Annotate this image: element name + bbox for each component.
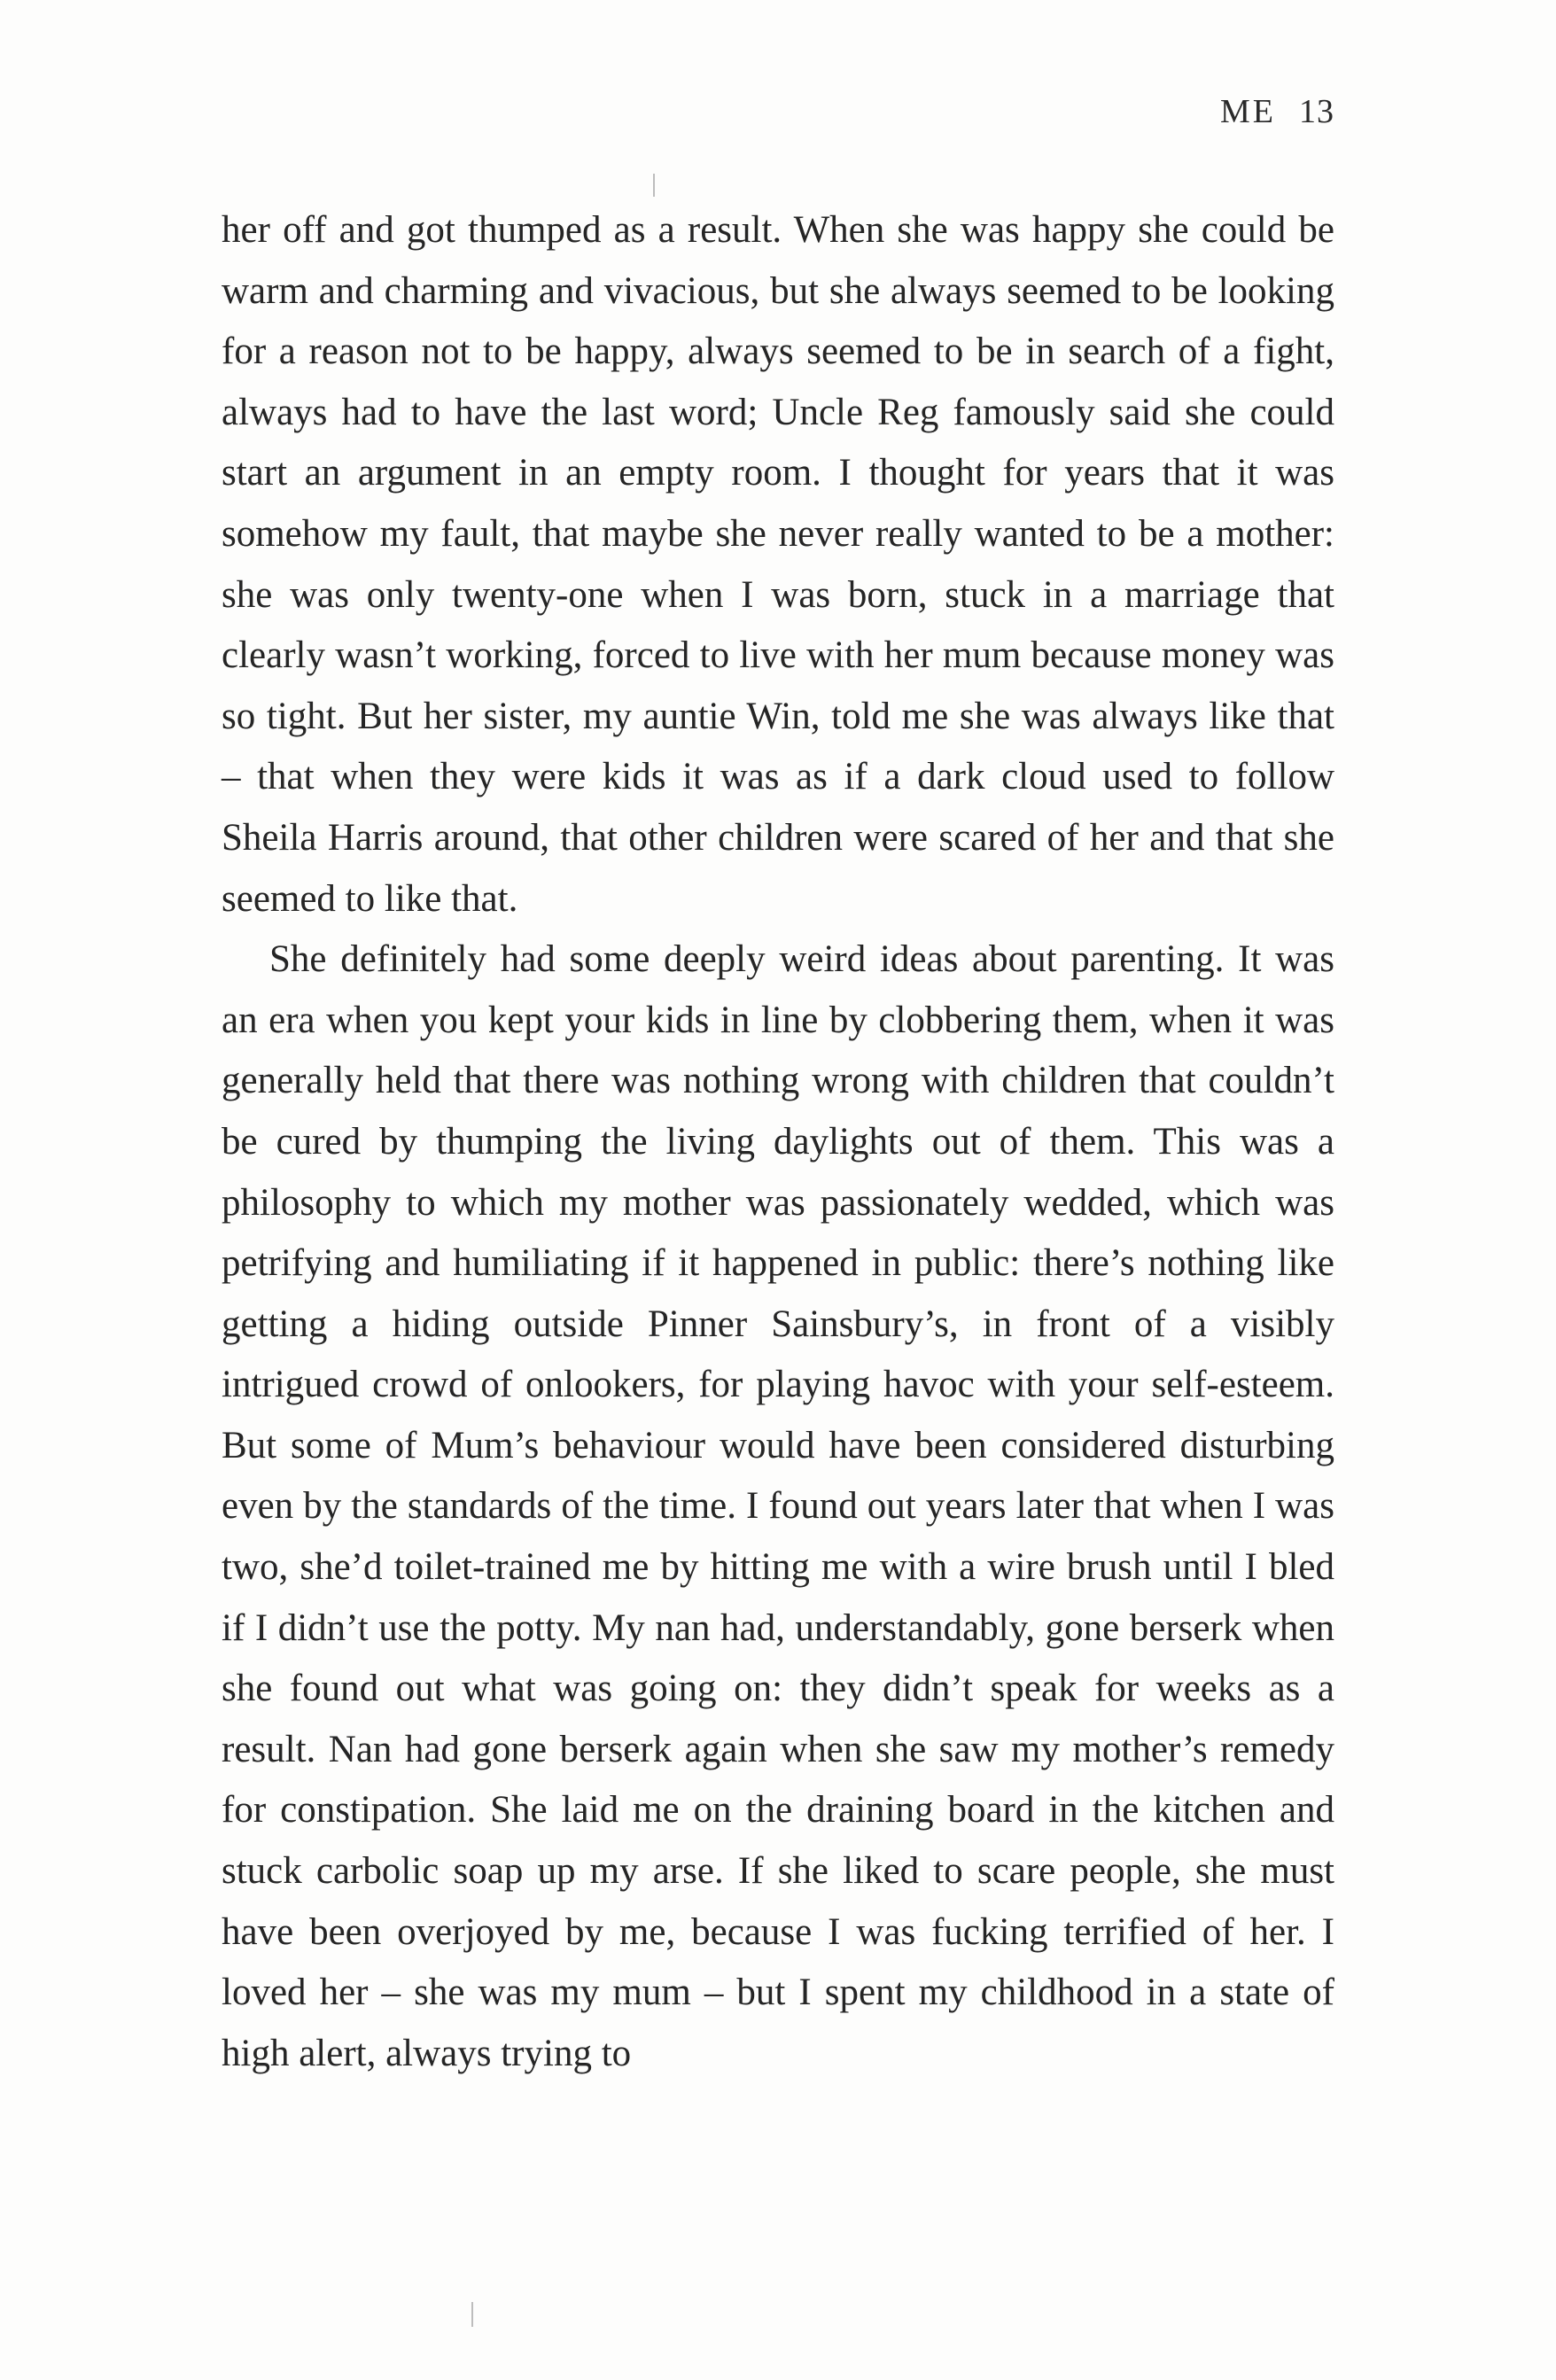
scan-artifact-mark (653, 174, 655, 197)
paragraph-continued: her off and got thumped as a result. When she was happy she could be warm and charming and vivacious, but she always seemed to be looking for a reason not to be happy, always seemed to be in search of a fight, always had to have the last word; Uncle Reg famously said she could start an argument in an empty room. I thought for years that it was somehow my fault, that maybe she never really wanted to be a mother: she was only twenty-one when I was born, stuck in a marriage that clearly wasn’t working, forced to live with her mum because money was so tight. But her sister, my auntie Win, told me she was always like that – that when they were kids it was as if a dark cloud used to follow Sheila Harris around, that other children were scared of her and that she seemed to like that. (222, 209, 1334, 920)
running-head (1220, 92, 1334, 131)
chapter-title: ME (1220, 93, 1276, 130)
body-text (222, 200, 1334, 2084)
page-number: 13 (1299, 93, 1334, 130)
scan-artifact-mark (471, 2302, 473, 2327)
paragraph: She definitely had some deeply weird ideas about parenting. It was an era when you kept your kids in line by clobbering them, when it was generally held that there was nothing wrong with children that couldn’t be cured by thumping the living daylights out of them. This was a philosophy to which my mother was passionately wedded, which was petrifying and humiliating if it happened in public: there’s nothing like getting a hiding outside Pinner Sainsbury’s, in front of a visibly intrigued crowd of onlookers, for playing havoc with your self-esteem. But some of Mum’s behaviour would have been considered disturbing even by the standards of the time. I found out years later that when I was two, she’d toilet-trained me by hitting me with a wire brush until I bled if I didn’t use the potty. My nan had, understandably, gone berserk when she found out what was going on: they didn’t speak for weeks as a result. Nan had gone berserk again when she saw my mother’s remedy for constipation. She laid me on the draining board in the kitchen and stuck carbolic soap up my arse. If she liked to scare people, she must have been overjoyed by me, because I was fucking terrified of her. I loved her – she was my mum – but I spent my childhood in a state of high alert, always trying to (222, 938, 1334, 2074)
